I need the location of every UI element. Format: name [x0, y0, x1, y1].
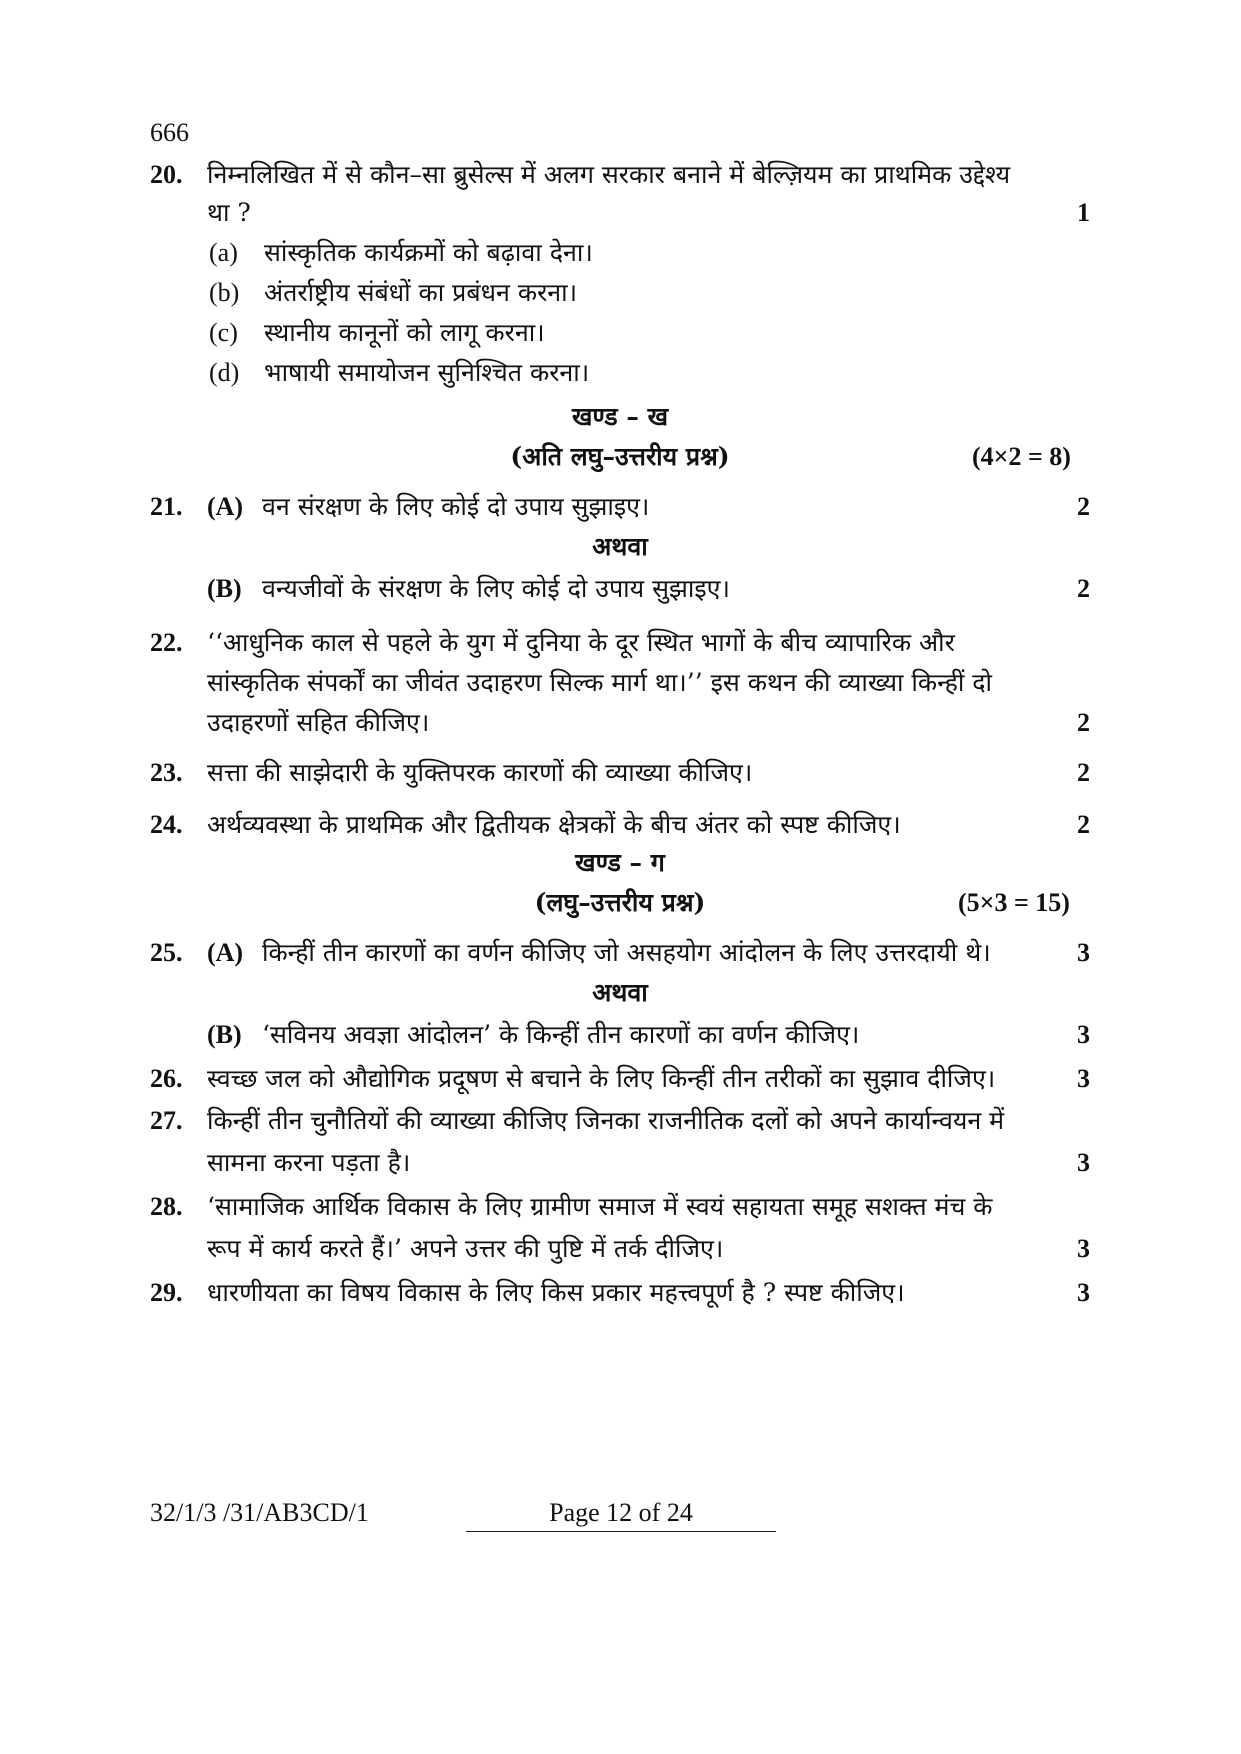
q21-part-b-text: वन्यजीवों के संरक्षण के लिए कोई दो उपाय सुझाइए। [262, 574, 730, 603]
question-24-text: अर्थव्यवस्था के प्राथमिक और द्वितीयक क्षेत्रकों के बीच अंतर को स्पष्ट कीजिए। [207, 810, 901, 839]
question-27-line-1: किन्हीं तीन चुनौतियों की व्याख्या कीजिए जिनका राजनीतिक दलों को अपने कार्यान्वयन में [207, 1106, 1005, 1135]
question-22-line-1: ‘‘आधुनिक काल से पहले के युग में दुनिया के दूर स्थित भागों के बीच व्यापारिक और [207, 628, 955, 657]
question-27-line-2: सामना करना पड़ता है। [207, 1148, 411, 1177]
question-number-24: 24. [150, 810, 183, 839]
question-number-23: 23. [150, 758, 183, 787]
question-number-27: 27. [150, 1106, 183, 1135]
q20-option-c-label: (c) [209, 318, 238, 347]
question-number-25: 25. [150, 938, 183, 967]
question-26-text: स्वच्छ जल को औद्योगिक प्रदूषण से बचाने के लिए किन्हीं तीन तरीकों का सुझाव दीजिए। [207, 1064, 996, 1093]
question-27-marks: 3 [1077, 1148, 1090, 1177]
q25-part-b-marks: 3 [1077, 1020, 1090, 1049]
q25-part-a-label: (A) [207, 938, 244, 967]
q25-part-a-text: किन्हीं तीन कारणों का वर्णन कीजिए जो असहयोग आंदोलन के लिए उत्तरदायी थे। [262, 938, 991, 967]
question-number-29: 29. [150, 1278, 183, 1307]
question-22-marks: 2 [1077, 708, 1090, 737]
section-c-title: खण्ड – ग [575, 848, 665, 877]
section-b-subtitle: (अति लघु–उत्तरीय प्रश्न) [510, 442, 730, 471]
q25-or: अथवा [592, 978, 648, 1007]
q20-option-d-text: भाषायी समायोजन सुनिश्चित करना। [264, 358, 590, 387]
question-20-marks: 1 [1077, 198, 1090, 227]
page-code: 666 [150, 118, 189, 147]
question-24-marks: 2 [1077, 810, 1090, 839]
q21-part-b-marks: 2 [1077, 574, 1090, 603]
q20-option-d-label: (d) [209, 358, 240, 387]
q21-part-a-text: वन संरक्षण के लिए कोई दो उपाय सुझाइए। [262, 492, 650, 521]
section-c-subtitle: (लघु–उत्तरीय प्रश्न) [534, 888, 706, 917]
footer-underline [466, 1531, 776, 1532]
q25-part-b-text: ‘सविनय अवज्ञा आंदोलन’ के किन्हीं तीन कारणों का वर्णन कीजिए। [262, 1020, 860, 1049]
q25-part-b-label: (B) [207, 1020, 242, 1049]
question-number-21: 21. [150, 492, 183, 521]
question-20-line-2: था ? [207, 198, 251, 227]
q25-part-a-marks: 3 [1077, 938, 1090, 967]
q21-part-a-marks: 2 [1077, 492, 1090, 521]
footer-paper-code: 32/1/3 /31/AB3CD/1 [150, 1498, 369, 1527]
footer-page-number: Page 12 of 24 [549, 1498, 693, 1527]
q20-option-a-text: सांस्कृतिक कार्यक्रमों को बढ़ावा देना। [264, 238, 593, 267]
question-number-26: 26. [150, 1064, 183, 1093]
question-28-marks: 3 [1077, 1234, 1090, 1263]
q21-or: अथवा [592, 532, 648, 561]
q21-part-b-label: (B) [207, 574, 242, 603]
question-29-marks: 3 [1077, 1278, 1090, 1307]
section-c-marks: (5×3 = 15) [958, 888, 1070, 917]
section-b-marks: (4×2 = 8) [972, 442, 1071, 471]
question-29-text: धारणीयता का विषय विकास के लिए किस प्रकार महत्त्वपूर्ण है ? स्पष्ट कीजिए। [207, 1278, 905, 1307]
q20-option-b-text: अंतर्राष्ट्रीय संबंधों का प्रबंधन करना। [264, 278, 578, 307]
question-23-marks: 2 [1077, 758, 1090, 787]
question-number-28: 28. [150, 1192, 183, 1221]
question-26-marks: 3 [1077, 1064, 1090, 1093]
q21-part-a-label: (A) [207, 492, 244, 521]
question-20-line-1: निम्नलिखित में से कौन–सा ब्रुसेल्स में अलग सरकार बनाने में बेल्ज़ियम का प्राथमिक उद्देश्य [207, 160, 1011, 189]
q20-option-b-label: (b) [209, 278, 240, 307]
question-23-text: सत्ता की साझेदारी के युक्तिपरक कारणों की व्याख्या कीजिए। [207, 758, 753, 787]
q20-option-a-label: (a) [209, 238, 238, 267]
question-22-line-3: उदाहरणों सहित कीजिए। [207, 708, 430, 737]
section-b-title: खण्ड – ख [571, 402, 669, 431]
question-number-20: 20. [150, 160, 183, 189]
question-22-line-2: सांस्कृतिक संपर्कों का जीवंत उदाहरण सिल्क मार्ग था।’’ इस कथन की व्याख्या किन्हीं दो [207, 668, 993, 697]
question-28-line-2: रूप में कार्य करते हैं।’ अपने उत्तर की पुष्टि में तर्क दीजिए। [207, 1234, 724, 1263]
question-number-22: 22. [150, 628, 183, 657]
question-28-line-1: ‘सामाजिक आर्थिक विकास के लिए ग्रामीण समाज में स्वयं सहायता समूह सशक्त मंच के [207, 1192, 993, 1221]
q20-option-c-text: स्थानीय कानूनों को लागू करना। [264, 318, 545, 347]
